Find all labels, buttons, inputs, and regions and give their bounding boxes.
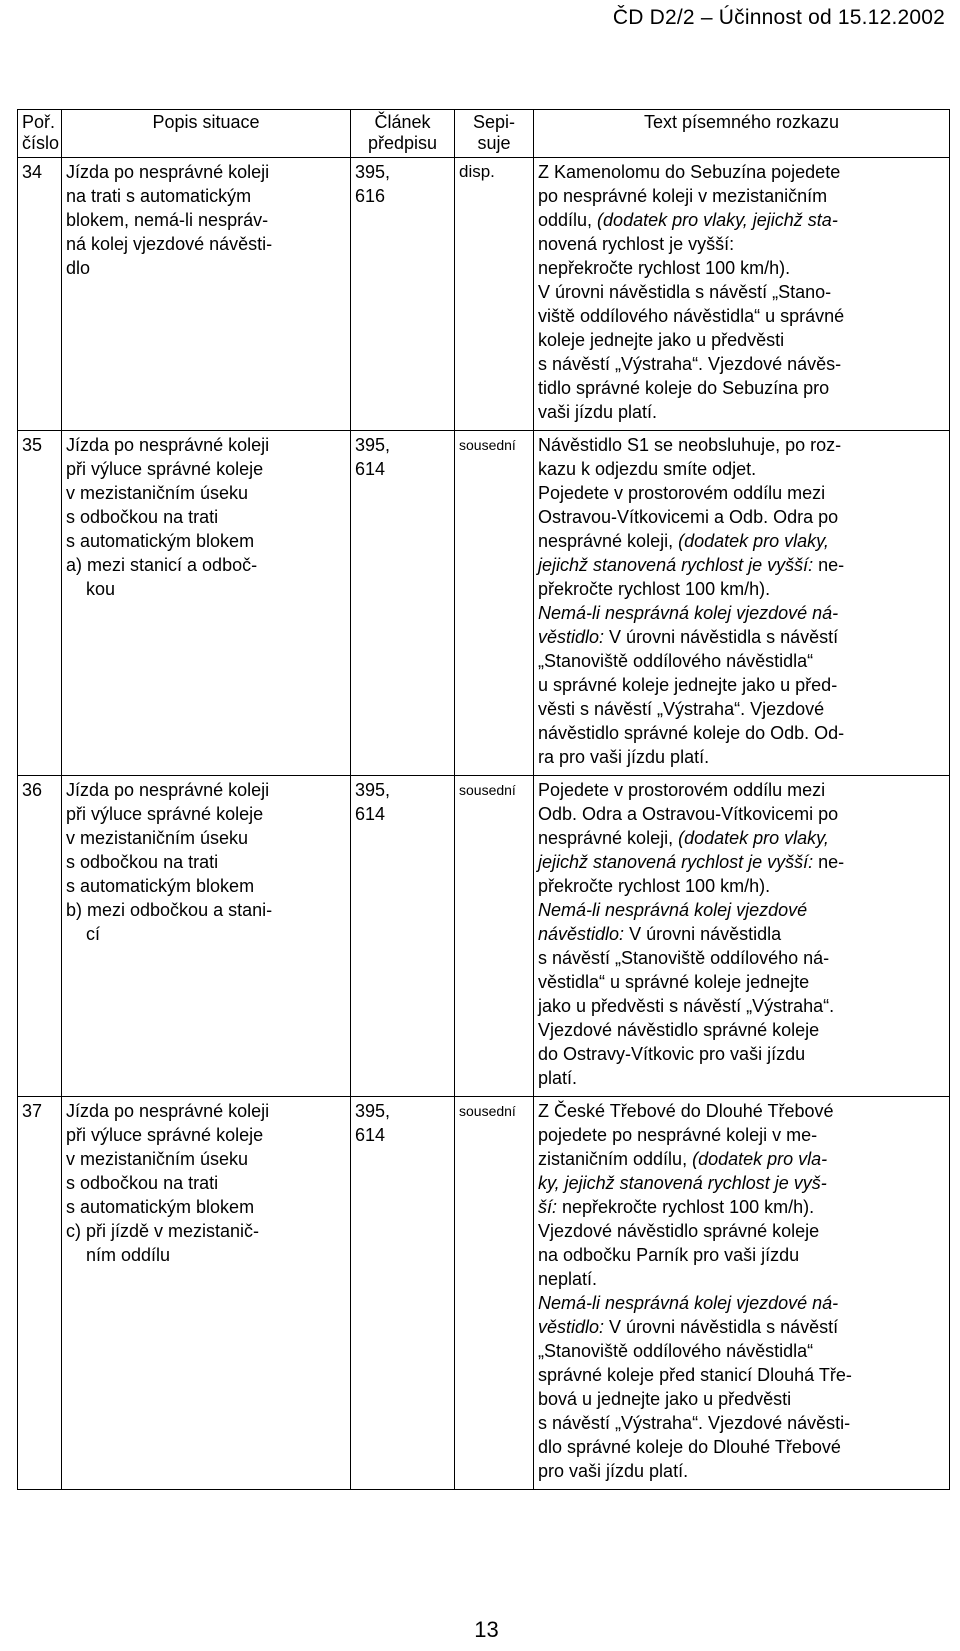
page-number: 13 xyxy=(474,1617,499,1642)
column-header-sequence: Sepi- suje xyxy=(455,110,534,158)
column-header-article: Článek předpisu xyxy=(351,110,455,158)
issued-by: sousední xyxy=(455,1097,534,1490)
situation-description: Jízda po nesprávné koleji při výluce správné koleje v mezistaničním úseku s odbočkou na trati s automatickým blokem c) při jízdě v mezistanič- ním oddílu xyxy=(62,1097,351,1490)
regulation-article: 395, 614 xyxy=(351,1097,455,1490)
regulation-article: 395, 614 xyxy=(351,431,455,776)
written-order-text: Pojedete v prostorovém oddílu mezi Odb. Odra a Ostravou-Vítkovicemi po nesprávné koleji, (dodatek pro vlaky, jejichž stanovená rychlost je vyšší: ne- překročte rychlost 100 km/h). Nemá-li nesprávná kolej vjezdové návěstidlo: V úrovni návěstidla s návěstí „Stanoviště oddílového ná- věstidla“ u správné koleje jednejte jako u předvěsti s návěstí „Výstraha“. Vjezdové návěstidlo správné koleje do Ostravy-Vítkovic pro vaši jízdu platí. xyxy=(534,776,950,1097)
row-number: 37 xyxy=(18,1097,62,1490)
table-row xyxy=(18,158,950,431)
table-row xyxy=(18,431,950,776)
document-header: ČD D2/2 – Účinnost od 15.12.2002 xyxy=(612,6,945,29)
regulation-article: 395, 614 xyxy=(351,776,455,1097)
table-body xyxy=(18,158,950,1490)
column-header-description: Popis situace xyxy=(62,110,351,158)
column-header-order-text: Text písemného rozkazu xyxy=(534,110,950,158)
written-order-text: Z České Třebové do Dlouhé Třebové pojedete po nesprávné koleji v me- zistaničním oddílu, (dodatek pro vla- ky, jejichž stanovená rychlost je vyš- ší: nepřekročte rychlost 100 km/h). Vjezdové návěstidlo správné koleje na odbočku Parník pro vaši jízdu neplatí. Nemá-li nesprávná kolej vjezdové ná- věstidlo: V úrovni návěstidla s návěstí „Stanoviště oddílového návěstidla“ správné koleje před stanicí Dlouhá Tře- bová u jednejte jako u předvěsti s návěstí „Výstraha“. Vjezdové návěsti- dlo správné koleje do Dlouhé Třebové pro vaši jízdu platí. xyxy=(534,1097,950,1490)
issued-by: sousední xyxy=(455,431,534,776)
row-number: 34 xyxy=(18,158,62,431)
situation-description: Jízda po nesprávné koleji při výluce správné koleje v mezistaničním úseku s odbočkou na trati s automatickým blokem a) mezi stanicí a odboč- kou xyxy=(62,431,351,776)
written-order-text: Návěstidlo S1 se neobsluhuje, po roz- kazu k odjezdu smíte odjet. Pojedete v prostorovém oddílu mezi Ostravou-Vítkovicemi a Odb. Odra po nesprávné koleji, (dodatek pro vlaky, jejichž stanovená rychlost je vyšší: ne- překročte rychlost 100 km/h). Nemá-li nesprávná kolej vjezdové ná- věstidlo: V úrovni návěstidla s návěstí „Stanoviště oddílového návěstidla“ u správné koleje jednejte jako u před- věsti s návěstí „Výstraha“. Vjezdové návěstidlo správné koleje do Odb. Od- ra pro vaši jízdu platí. xyxy=(534,431,950,776)
row-number: 36 xyxy=(18,776,62,1097)
table-row xyxy=(18,1097,950,1490)
regulation-article: 395, 616 xyxy=(351,158,455,431)
situation-description: Jízda po nesprávné koleji na trati s automatickým blokem, nemá-li nespráv- ná kolej vjezdové návěsti- dlo xyxy=(62,158,351,431)
issued-by: disp. xyxy=(455,158,534,431)
written-order-text: Z Kamenolomu do Sebuzína pojedete po nesprávné koleji v mezistaničním oddílu, (dodatek pro vlaky, jejichž sta- novená rychlost je vyšší: nepřekročte rychlost 100 km/h). V úrovni návěstidla s návěstí „Stano- viště oddílového návěstidla“ u správné koleje jednejte jako u předvěsti s návěstí „Výstraha“. Vjezdové návěs- tidlo správné koleje do Sebuzína pro vaši jízdu platí. xyxy=(534,158,950,431)
column-header-number: Poř. číslo xyxy=(18,110,62,158)
table-header-row xyxy=(18,110,950,158)
row-number: 35 xyxy=(18,431,62,776)
orders-table xyxy=(17,109,950,1490)
issued-by: sousední xyxy=(455,776,534,1097)
situation-description: Jízda po nesprávné koleji při výluce správné koleje v mezistaničním úseku s odbočkou na trati s automatickým blokem b) mezi odbočkou a stani- cí xyxy=(62,776,351,1097)
table-row xyxy=(18,776,950,1097)
